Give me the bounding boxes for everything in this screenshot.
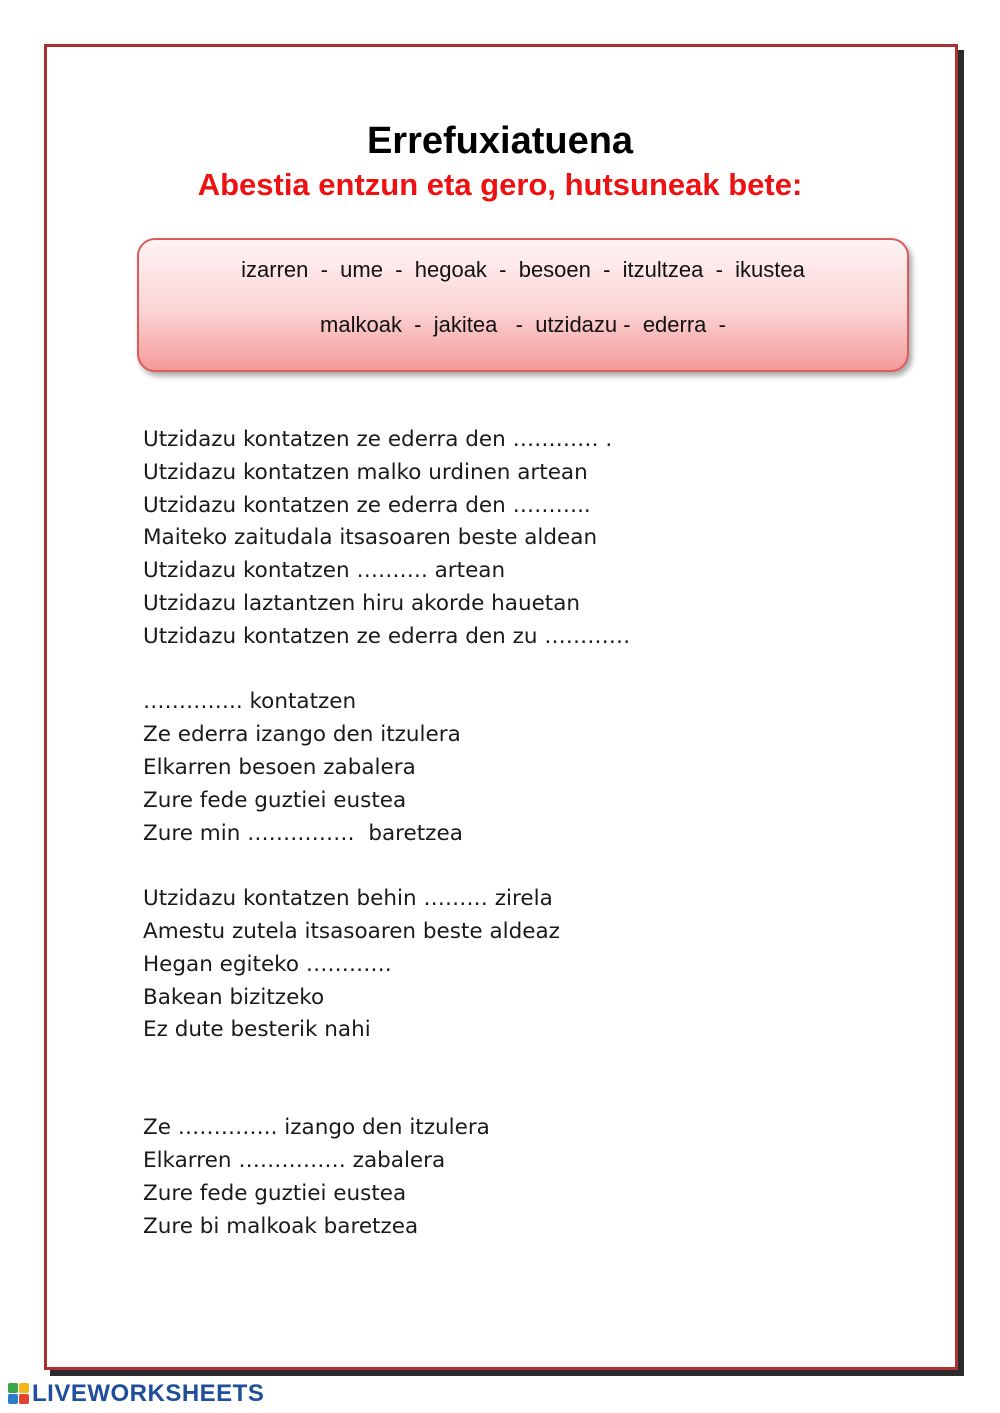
lyric-line: Utzidazu kontatzen malko urdinen artean (143, 459, 588, 485)
lyric-line: Maiteko zaitudala itsasoaren beste aldean (143, 525, 598, 551)
stanza-3 (143, 883, 630, 1047)
brand-name: LIVEWORKSHEETS (32, 1380, 265, 1407)
lyric-line: Ez dute besterik nahi (143, 1017, 371, 1043)
word-bank-line-1: izarren - ume - hegoak - besoen - itzultzea - ikustea (241, 257, 805, 282)
footer-branding (8, 1380, 264, 1408)
lyric-line: Bakean bizitzeko (143, 984, 325, 1010)
lyric-line: Elkarren …………… zabalera (143, 1147, 446, 1173)
lyric-line: Amestu zutela itsasoaren beste aldeaz (143, 918, 560, 944)
lyric-line: Hegan egiteko ………… (143, 951, 392, 977)
lyric-line: Zure fede guztiei eustea (143, 1180, 407, 1206)
lyric-line: Utzidazu kontatzen ze ederra den zu ………… (143, 623, 631, 649)
lyric-line: Utzidazu laztantzen hiru akorde hauetan (143, 590, 581, 616)
lyric-line: ………….. kontatzen (143, 689, 357, 715)
lyric-line: Utzidazu kontatzen ze ederra den ………… . (143, 427, 613, 452)
word-bank (137, 238, 909, 372)
lyric-line: Zure fede guztiei eustea (143, 787, 407, 813)
song-lyrics (143, 424, 630, 1243)
word-bank-line-2: malkoak - jakitea - utzidazu - ederra - (320, 312, 726, 337)
liveworksheets-logo-icon (8, 1383, 30, 1405)
stanza-1 (143, 424, 630, 654)
lyric-line: Ze ederra izango den itzulera (143, 722, 461, 748)
stanza-2 (143, 686, 630, 850)
lyric-line: Utzidazu kontatzen behin ……… zirela (143, 886, 553, 912)
lyric-line: Ze ………….. izango den itzulera (143, 1115, 490, 1141)
page-title: Errefuxiatuena (366, 120, 634, 162)
lyric-line: Zure min …………… baretzea (143, 820, 463, 846)
stanza-4 (143, 1112, 630, 1243)
lyric-line: Utzidazu kontatzen ………. artean (143, 558, 506, 584)
lyric-line: Zure bi malkoak baretzea (143, 1213, 419, 1239)
lyric-line: Utzidazu kontatzen ze ederra den ……….. (143, 492, 591, 518)
lyric-line: Elkarren besoen zabalera (143, 754, 416, 780)
instructions: Abestia entzun eta gero, hutsuneak bete: (197, 167, 803, 202)
